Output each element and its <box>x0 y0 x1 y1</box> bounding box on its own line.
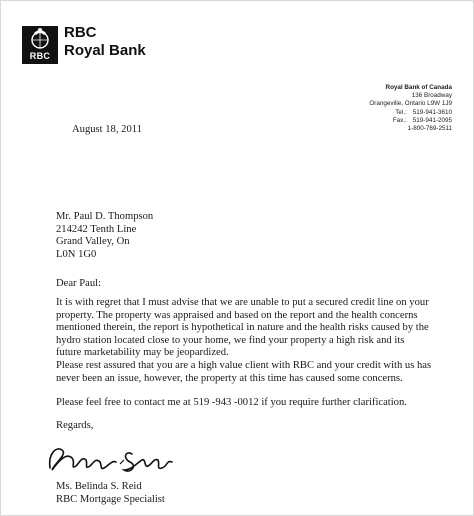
tel-number: 519-941-3610 <box>412 108 452 116</box>
sender-fax <box>369 117 452 125</box>
sender-address <box>369 84 452 133</box>
bank-name: Royal Bank of Canada <box>385 84 452 91</box>
recipient-postal: L0N 1G0 <box>56 248 97 260</box>
handwritten-signature <box>42 440 192 485</box>
signer-name: Ms. Belinda S. Reid <box>56 481 142 492</box>
brand-line-2: Royal Bank <box>64 42 146 59</box>
signer-title: RBC Mortgage Specialist <box>56 493 165 505</box>
recipient-name: Mr. Paul D. Thompson <box>56 211 154 222</box>
recipient-address <box>56 211 153 261</box>
closing: Regards, <box>56 420 94 431</box>
tel-label: Tel.: <box>395 108 407 116</box>
sender-toll-free: 1-800-769-2511 <box>407 125 452 133</box>
fax-number: 519-941-2095 <box>412 116 452 124</box>
recipient-city: Grand Valley, On <box>56 236 130 248</box>
fax-label: Fax.: <box>392 116 407 124</box>
paragraph-1: It is with regret that I must advise that we are unable to put a secured credit line on your property. The property was appraised and based on the report and the health concerns mentioned therein, the report is hypothetical in nature and the health risks caused by the hydro station located close to your home, we find your property a high risk and its future marketability may be jeopardized. <box>56 297 429 359</box>
signer-block <box>56 481 165 506</box>
sender-tel <box>369 109 452 117</box>
letter-date: August 18, 2011 <box>72 124 142 135</box>
sender-city: Orangeville, Ontario L9W 1J9 <box>369 100 452 108</box>
sender-street: 136 Broadway <box>411 92 452 100</box>
salutation: Dear Paul: <box>56 278 102 289</box>
paragraph-2: Please rest assured that you are a high value client with RBC and your credit with us has never been an issue, however, the property at this time has caused some concerns. <box>56 360 432 384</box>
brand-wordmark <box>64 24 146 60</box>
rbc-logo <box>22 26 58 64</box>
recipient-street: 214242 Tenth Line <box>56 223 137 235</box>
lion-globe-icon <box>22 26 58 52</box>
brand-line-1: RBC <box>64 24 97 41</box>
paragraph-3: Please feel free to contact me at 519 -943 -0012 if you require further clarification. <box>56 397 407 408</box>
logo-abbreviation: RBC <box>29 51 51 61</box>
